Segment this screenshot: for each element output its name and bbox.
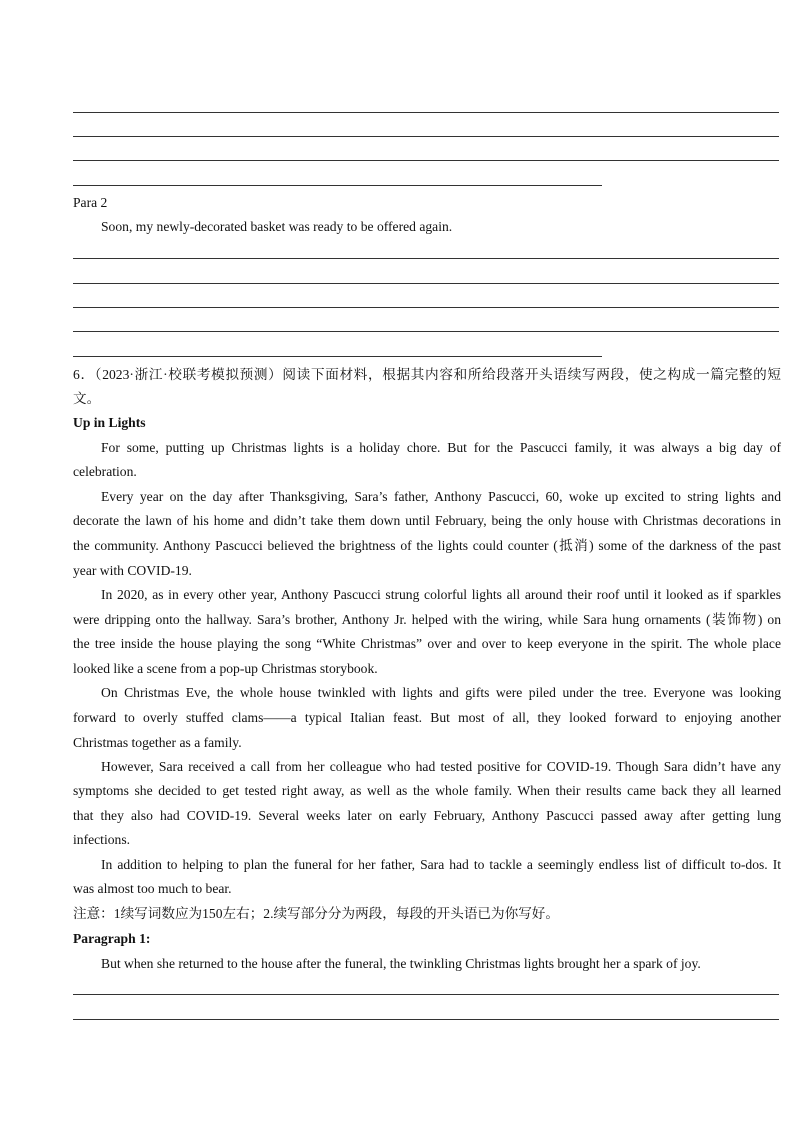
- passage-line: symptoms she decided to get tested right away, as well as the whole family. When their results came back they all learned: [73, 783, 781, 798]
- writing-line: [73, 283, 779, 284]
- instruction-note: 注意：1续写词数应为150左右；2.续写部分分为两段，每段的开头语已为你写好。: [73, 906, 559, 921]
- passage-line: However, Sara received a call from her colleague who had tested positive for COVID-19. Though Sara didn’t have any: [101, 759, 781, 774]
- passage-line: forward to overly stuffed clams——a typical Italian feast. But most of all, they looked forward to enjoying another: [73, 710, 781, 725]
- passage-line: In addition to helping to plan the funeral for her father, Sara had to tackle a seemingly endless list of difficult to-dos. It: [101, 857, 781, 872]
- passage-line: For some, putting up Christmas lights is a holiday chore. But for the Pascucci family, it was always a big day of: [101, 440, 781, 455]
- para2-label: Para 2: [73, 195, 108, 210]
- passage-line: looked like a scene from a pop-up Christmas storybook.: [73, 661, 378, 676]
- writing-line: [73, 258, 779, 259]
- passage-line: that they also had COVID-19. Several weeks later on early February, Anthony Pascucci passed away after getting lung: [73, 808, 781, 823]
- passage-line: celebration.: [73, 464, 137, 479]
- passage-line: decorate the lawn of his home and didn’t take them down until February, being the only house with Christmas decorations in: [73, 513, 781, 528]
- passage-line: the community. Anthony Pascucci believed the brightness of the lights could counter (抵消) some of the darkness of the past: [73, 538, 781, 553]
- paragraph1-opening: But when she returned to the house after the funeral, the twinkling Christmas lights brought her a spark of joy.: [101, 956, 701, 971]
- passage-line: year with COVID-19.: [73, 563, 192, 578]
- writing-line: [73, 331, 779, 332]
- writing-line: [73, 994, 779, 995]
- passage-line: Every year on the day after Thanksgiving, Sara’s father, Anthony Pascucci, 60, woke up excited to string lights and: [101, 489, 781, 504]
- question-prompt: 6．（2023·浙江·校联考模拟预测）阅读下面材料，根据其内容和所给段落开头语续写两段，使之构成一篇完整的短: [73, 367, 781, 382]
- passage-line: were dripping onto the hallway. Sara’s brother, Anthony Jr. helped with the wiring, while Sara hung ornaments (装饰物) on: [73, 612, 781, 627]
- writing-line: [73, 356, 602, 357]
- passage-line: was almost too much to bear.: [73, 881, 232, 896]
- writing-line: [73, 185, 602, 186]
- para2-opening: Soon, my newly-decorated basket was ready to be offered again.: [101, 219, 453, 234]
- passage-line: the tree inside the house playing the song “White Christmas” over and over to keep everyone in the spirit. The whole place: [73, 636, 781, 651]
- passage-title: Up in Lights: [73, 415, 146, 430]
- writing-line: [73, 1019, 779, 1020]
- writing-line: [73, 160, 779, 161]
- passage-line: Christmas together as a family.: [73, 735, 242, 750]
- paragraph1-label: Paragraph 1:: [73, 931, 151, 946]
- passage-line: infections.: [73, 832, 131, 847]
- question-prompt-cont: 文。: [73, 391, 101, 406]
- writing-line: [73, 112, 779, 113]
- passage-line: On Christmas Eve, the whole house twinkled with lights and gifts were piled under the tree. Everyone was looking: [101, 685, 781, 700]
- passage-line: In 2020, as in every other year, Anthony Pascucci strung colorful lights all around their roof until it looked as if sparkles: [101, 587, 781, 602]
- writing-line: [73, 307, 779, 308]
- writing-line: [73, 136, 779, 137]
